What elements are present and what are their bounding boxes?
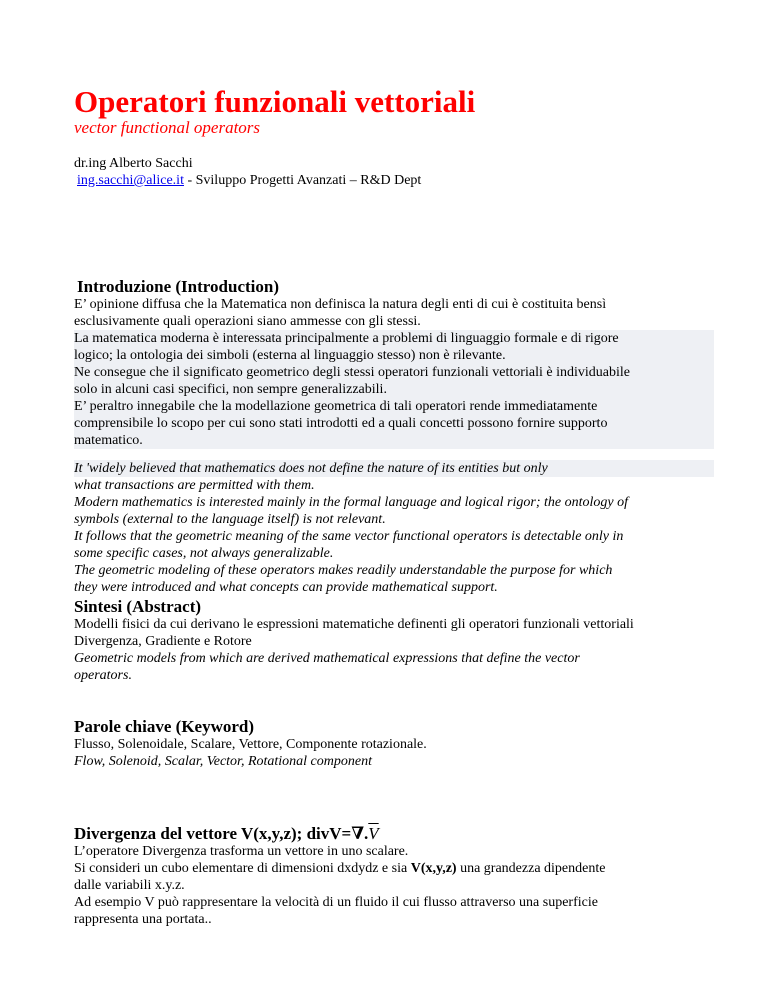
- keywords-text: [74, 736, 714, 770]
- intro-en-line: It follows that the geometric meaning of the same vector functional operators is detectable only in: [74, 529, 624, 544]
- keywords-italian: Flusso, Solenoidale, Scalare, Vettore, Componente rotazionale.: [74, 737, 427, 752]
- intro-it-line: E’ opinione diffusa che la Matematica non definisca la natura degli enti di cui è costituita bensì: [74, 297, 607, 312]
- intro-italian-text: [74, 296, 714, 449]
- abstract-english-text: [74, 650, 714, 684]
- intro-it-line: E’ peraltro innegabile che la modellazione geometrica di tali operatori rende immediatamente: [74, 398, 714, 415]
- intro-en-line: some specific cases, not always generalizable.: [74, 546, 334, 561]
- intro-en-line: It 'widely believed that mathematics does not define the nature of its entities but only: [74, 460, 714, 477]
- divergence-line: L’operatore Divergenza trasforma un vettore in uno scalare.: [74, 844, 409, 859]
- intro-it-line: logico; la ontologia dei simboli (esterna al linguaggio stesso) non è rilevante.: [74, 347, 714, 364]
- author-name: dr.ing Alberto Sacchi: [74, 156, 193, 171]
- divergence-line: rappresenta una portata..: [74, 912, 212, 927]
- divergence-line: [74, 860, 714, 877]
- divergence-line: Ad esempio V può rappresentare la velocità di un fluido il cui flusso attraverso una superficie: [74, 895, 598, 910]
- abstract-en-line: operators.: [74, 668, 132, 683]
- vector-v-symbol: V: [368, 824, 379, 843]
- abstract-italian-text: [74, 616, 714, 650]
- intro-en-line: Modern mathematics is interested mainly in the formal language and logical rigor; the ontology of: [74, 495, 628, 510]
- keywords-heading: Parole chiave (Keyword): [74, 717, 255, 736]
- email-link[interactable]: ing.sacchi@alice.it: [77, 173, 184, 188]
- affiliation-text: - Sviluppo Progetti Avanzati – R&D Dept: [183, 173, 422, 188]
- intro-heading: Introduzione (Introduction): [77, 277, 279, 296]
- divergence-text: [74, 843, 714, 928]
- intro-it-line: Ne consegue che il significato geometrico degli stessi operatori funzionali vettoriali è individuabile: [74, 364, 714, 381]
- intro-it-line: esclusivamente quali operazioni siano ammesse con gli stessi.: [74, 314, 421, 329]
- intro-en-line: they were introduced and what concepts can provide mathematical support.: [74, 580, 498, 595]
- divergence-line2-pre: Si consideri un cubo elementare di dimensioni dxdydz e sia: [74, 861, 411, 876]
- intro-english-text: [74, 460, 714, 596]
- divergence-line: dalle variabili x.y.z.: [74, 878, 185, 893]
- intro-en-line: The geometric modeling of these operators makes readily understandable the purpose for which: [74, 563, 613, 578]
- intro-it-line: La matematica moderna è interessata principalmente a problemi di linguaggio formale e di rigore: [74, 330, 714, 347]
- divergence-line2-post: una grandezza dipendente: [456, 861, 606, 876]
- abstract-it-line: Divergenza, Gradiente e Rotore: [74, 634, 252, 649]
- intro-it-line: comprensibile lo scopo per cui sono stati introdotti ed a quali concetti possono fornire supporto: [74, 415, 714, 432]
- divergence-vector-expr: V(x,y,z): [410, 861, 457, 876]
- document-subtitle: vector functional operators: [74, 118, 261, 137]
- divergence-heading: [74, 823, 379, 845]
- intro-it-line: solo in alcuni casi specifici, non sempre generalizzabili.: [74, 381, 714, 398]
- abstract-en-line: Geometric models from which are derived mathematical expressions that define the vector: [74, 651, 580, 666]
- abstract-heading: Sintesi (Abstract): [74, 597, 202, 616]
- keywords-english: Flow, Solenoid, Scalar, Vector, Rotational component: [74, 754, 372, 769]
- divergence-heading-text: Divergenza del vettore V(x,y,z); divV=∇.: [74, 824, 369, 843]
- intro-it-line: matematico.: [74, 432, 714, 449]
- author-affiliation: [77, 172, 421, 189]
- intro-en-line: what transactions are permitted with them.: [74, 478, 315, 493]
- document-title: Operatori funzionali vettoriali: [74, 84, 476, 119]
- abstract-it-line: Modelli fisici da cui derivano le espressioni matematiche definenti gli operatori funzionali vettoriali: [74, 617, 634, 632]
- intro-en-line: symbols (external to the language itself) is not relevant.: [74, 512, 386, 527]
